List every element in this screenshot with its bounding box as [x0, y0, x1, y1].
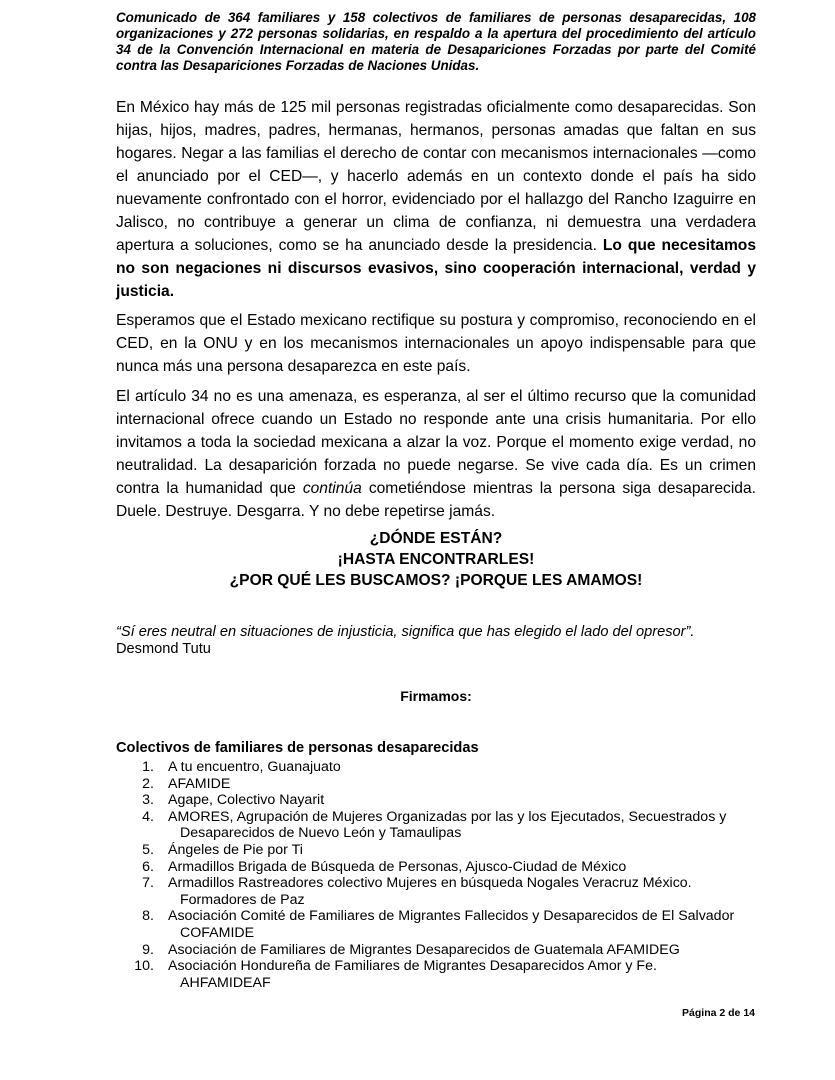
slogans	[116, 528, 756, 591]
paragraph-1-bold: Lo que necesitamos no son negaciones ni discursos evasivos, sino cooperación internacional, verdad y justicia.	[116, 237, 757, 300]
signatory-list	[116, 759, 756, 991]
page-number: Página 2 de 14	[682, 1007, 755, 1019]
list-item	[116, 792, 756, 809]
list-item-text	[168, 792, 756, 809]
list-item-text	[168, 809, 756, 842]
list-item-number: 9.	[142, 941, 154, 958]
list-item-number: 5.	[142, 841, 154, 858]
list-item-line: A tu encuentro, Guanajuato	[168, 759, 341, 775]
quote	[116, 624, 756, 658]
list-item-line: Asociación de Familiares de Migrantes Desaparecidos de Guatemala AFAMIDEG	[168, 941, 680, 958]
slogan-line: ¿DÓNDE ESTÁN?	[369, 530, 503, 547]
paragraph-3	[116, 385, 756, 523]
list-item	[116, 859, 756, 876]
list-item	[116, 776, 756, 793]
list-item-number: 8.	[142, 908, 154, 925]
paragraph-3-italic: continúa	[302, 480, 362, 497]
list-item-continuation: Formadores de Paz	[180, 891, 305, 908]
list-item-line: Armadillos Rastreadores colectivo Mujeres en búsqueda Nogales Veracruz México.	[168, 875, 692, 892]
paragraph-1	[116, 96, 756, 303]
list-item-number: 10.	[134, 958, 154, 975]
list-item	[116, 875, 756, 908]
paragraph-2: Esperamos que el Estado mexicano rectifique su postura y compromiso, reconociendo en el CED, en la ONU y en los mecanismos internacionales un apoyo indispensable para que nunca más una persona desaparezca en este país.	[116, 312, 756, 375]
list-item	[116, 942, 756, 959]
list-item-text	[168, 759, 756, 776]
list-item-number: 2.	[142, 775, 154, 792]
paragraph-3-text-after: cometiéndose mientras la persona siga desaparecida. Duele. Destruye. Desgarra. Y no debe repetirse jamás.	[116, 480, 756, 520]
list-item-text	[168, 776, 756, 793]
paragraph-1-text: En México hay más de 125 mil personas registradas oficialmente como desaparecidas. Son hijas, hijos, madres, padres, hermanas, hermanos, personas amadas que faltan en sus hogares. Negar a las familias el derecho de contar con mecanismos internacionales —como el anunciado por el CED—, y hacerlo además en un contexto donde el país ha sido nuevamente confrontado con el horror, evidenciado por el hallazgo del Rancho Izaguirre en Jalisco, no contribuye a generar un clima de confianza, ni demuestra una verdadera apertura a soluciones, como se ha anunciado desde la presidencia.	[116, 99, 756, 254]
list-item-text	[168, 842, 756, 859]
list-item-line: AFAMIDE	[168, 775, 231, 792]
list-item-line: Agape, Colectivo Nayarit	[168, 792, 325, 809]
paragraph-3-text-before: El artículo 34 no es una amenaza, es esperanza, al ser el último recurso que la comunidad internacional ofrece cuando un Estado no responde ante una crisis humanitaria. Por ello invitamos a toda la sociedad mexicana a alzar la voz. Porque el momento exige verdad, no neutralidad. La desaparición forzada no puede negarse. Se vive cada día. Es un crimen contra la humanidad que	[116, 388, 756, 497]
list-item-text	[168, 908, 756, 941]
list-item-text	[168, 942, 756, 959]
list-item-number: 7.	[142, 875, 154, 892]
list-item	[116, 809, 756, 842]
list-item-continuation: COFAMIDE	[180, 924, 255, 941]
list-item-text	[168, 875, 756, 908]
quote-text: “Sí eres neutral en situaciones de injusticia, significa que has elegido el lado del opresor”.	[116, 624, 695, 640]
list-item	[116, 958, 756, 991]
list-item	[116, 908, 756, 941]
list-item-number: 4.	[142, 808, 154, 825]
list-item-line: Ángeles de Pie por Ti	[168, 841, 303, 858]
list-item-line: Asociación Hondureña de Familiares de Migrantes Desaparecidos Amor y Fe.	[168, 958, 657, 975]
list-item-line: AMORES, Agrupación de Mujeres Organizadas por las y los Ejecutados, Secuestrados y	[168, 808, 727, 825]
list-item	[116, 842, 756, 859]
list-item-number: 1.	[142, 759, 154, 775]
signatures-heading: Firmamos:	[400, 688, 472, 704]
slogan-line: ¡HASTA ENCONTRARLES!	[337, 551, 535, 568]
section-title: Colectivos de familiares de personas desaparecidas	[116, 740, 479, 756]
list-item-number: 6.	[142, 858, 154, 875]
list-item-text	[168, 958, 756, 991]
slogan-line: ¿POR QUÉ LES BUSCAMOS? ¡PORQUE LES AMAMOS!	[229, 572, 643, 589]
list-item-continuation: Desaparecidos de Nuevo León y Tamaulipas	[180, 825, 462, 842]
quote-author: Desmond Tutu	[116, 641, 211, 657]
list-item	[116, 759, 756, 776]
list-item-number: 3.	[142, 792, 154, 809]
list-item-line: Asociación Comité de Familiares de Migrantes Fallecidos y Desaparecidos de El Salvador	[168, 908, 735, 925]
list-item-continuation: AHFAMIDEAF	[180, 974, 271, 991]
list-item-text	[168, 859, 756, 876]
document-header: Comunicado de 364 familiares y 158 colectivos de familiares de personas desaparecidas, 108 organizaciones y 272 personas solidarias, en respaldo a la apertura del procedimiento del artículo 34 de la Convención Internacional en materia de Desapariciones Forzadas por parte del Comité contra las Desapariciones Forzadas de Naciones Unidas.	[116, 10, 756, 73]
list-item-line: Armadillos Brigada de Búsqueda de Personas, Ajusco-Ciudad de México	[168, 858, 627, 875]
